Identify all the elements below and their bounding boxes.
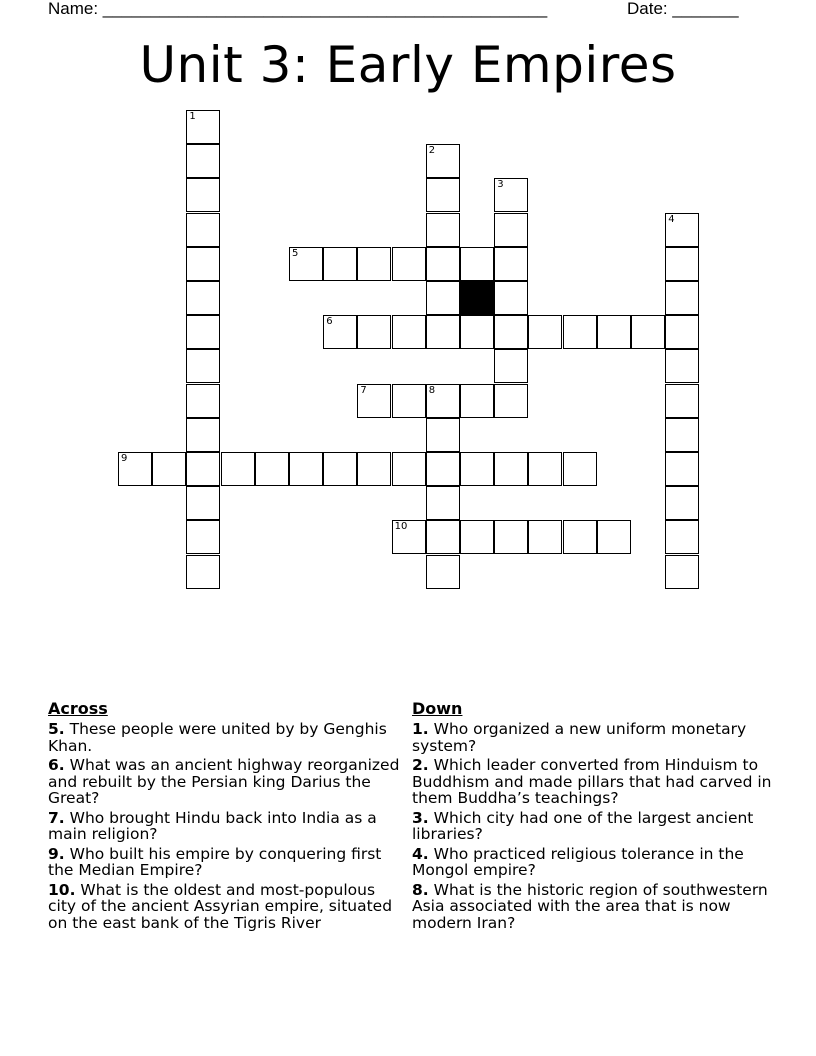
- grid-cell[interactable]: [118, 452, 152, 486]
- grid-cell[interactable]: [357, 247, 391, 281]
- grid-cell[interactable]: [357, 384, 391, 418]
- grid-cell[interactable]: [152, 452, 186, 486]
- clue-number: 4.: [412, 844, 429, 863]
- clue-text: Who brought Hindu back into India as a main religion?: [48, 808, 377, 843]
- grid-cell[interactable]: [494, 349, 528, 383]
- across-clue: [48, 810, 408, 843]
- clue-number: 8: [428, 384, 436, 396]
- clue-text: Which city had one of the largest ancient libraries?: [412, 808, 754, 843]
- grid-cell[interactable]: [426, 281, 460, 315]
- grid-cell[interactable]: [494, 281, 528, 315]
- grid-cell[interactable]: [426, 213, 460, 247]
- grid-cell[interactable]: [494, 452, 528, 486]
- grid-cell[interactable]: [392, 452, 426, 486]
- grid-cell[interactable]: [528, 315, 562, 349]
- across-heading: Across: [48, 699, 108, 718]
- clue-number: 4: [668, 213, 675, 225]
- grid-cell[interactable]: [186, 349, 220, 383]
- clue-number: 5.: [48, 720, 65, 738]
- grid-cell[interactable]: [392, 315, 426, 349]
- grid-cell[interactable]: [323, 247, 357, 281]
- grid-cell[interactable]: [494, 520, 528, 554]
- clue-text: These people were united by by Genghis Khan.: [48, 720, 387, 755]
- clue-text: Who built his empire by conquering first the Median Empire?: [48, 844, 382, 879]
- grid-cell[interactable]: [426, 520, 460, 554]
- grid-cell[interactable]: [460, 315, 494, 349]
- clue-number: 8.: [412, 880, 429, 899]
- grid-cell[interactable]: [186, 486, 220, 520]
- grid-cell[interactable]: [528, 520, 562, 554]
- clue-number: 10: [394, 521, 408, 533]
- clue-number: 9: [121, 453, 128, 464]
- grid-cell[interactable]: [186, 520, 220, 554]
- grid-cell[interactable]: [186, 418, 220, 452]
- grid-cell[interactable]: [323, 452, 357, 486]
- grid-cell[interactable]: [186, 110, 220, 144]
- clue-text: What is the historic region of southwestern Asia associated with the area that is now modern Iran?: [412, 880, 768, 932]
- grid-cell[interactable]: [426, 452, 460, 486]
- grid-cell[interactable]: [494, 213, 528, 247]
- grid-cell[interactable]: [665, 315, 699, 349]
- grid-cell[interactable]: [494, 178, 528, 212]
- grid-cell[interactable]: [186, 315, 220, 349]
- grid-cell[interactable]: [665, 384, 699, 418]
- clue-text: Who organized a new uniform monetary system?: [412, 720, 747, 755]
- grid-cell[interactable]: [289, 247, 323, 281]
- clue-number: 10.: [48, 880, 76, 899]
- clue-number: 2.: [412, 756, 429, 774]
- down-clue: [412, 846, 772, 879]
- grid-cell[interactable]: [426, 144, 460, 178]
- grid-cell[interactable]: [186, 144, 220, 178]
- grid-cell[interactable]: [255, 452, 289, 486]
- grid-cell[interactable]: [665, 520, 699, 554]
- down-clue: [412, 882, 772, 932]
- grid-cell[interactable]: [665, 486, 699, 520]
- grid-cell[interactable]: [665, 349, 699, 383]
- across-clue: [48, 757, 408, 807]
- clue-text: Which leader converted from Hinduism to Buddhism and made pillars that had carved in them Buddha’s teachings?: [412, 756, 772, 807]
- grid-cell[interactable]: [357, 315, 391, 349]
- grid-cell[interactable]: [460, 247, 494, 281]
- grid-cell[interactable]: [426, 555, 460, 589]
- grid-cell[interactable]: [563, 315, 597, 349]
- grid-cell[interactable]: [186, 247, 220, 281]
- grid-cell[interactable]: [460, 384, 494, 418]
- grid-cell[interactable]: [597, 315, 631, 349]
- grid-cell[interactable]: [426, 486, 460, 520]
- down-heading: Down: [412, 699, 463, 718]
- clue-number: 7: [360, 384, 367, 396]
- grid-cell[interactable]: [426, 384, 460, 418]
- grid-block: [460, 281, 494, 315]
- grid-cell[interactable]: [186, 213, 220, 247]
- clue-number: 9.: [48, 844, 65, 863]
- grid-cell[interactable]: [631, 315, 665, 349]
- grid-cell[interactable]: [186, 281, 220, 315]
- down-clue: [412, 810, 772, 843]
- grid-cell[interactable]: [186, 452, 220, 486]
- clue-text: What was an ancient highway reorganized and rebuilt by the Persian king Darius the Great?: [48, 756, 400, 807]
- grid-cell[interactable]: [460, 520, 494, 554]
- page-title: Unit 3: Early Empires: [139, 36, 677, 94]
- across-clues: [48, 700, 408, 934]
- name-field-label[interactable]: Name: _______________________________________________: [48, 0, 548, 18]
- clue-number: 3: [497, 179, 504, 191]
- grid-cell[interactable]: [426, 247, 460, 281]
- grid-cell[interactable]: [426, 418, 460, 452]
- grid-cell[interactable]: [426, 315, 460, 349]
- across-clue: [48, 882, 408, 932]
- grid-cell[interactable]: [186, 178, 220, 212]
- clue-number: 1.: [412, 720, 429, 738]
- clue-number: 2: [428, 145, 436, 157]
- down-clue: [412, 721, 772, 754]
- clue-number: 6.: [48, 756, 65, 774]
- grid-cell[interactable]: [221, 452, 255, 486]
- date-field-label[interactable]: Date: _______: [627, 0, 739, 18]
- clue-number: 5: [292, 247, 299, 259]
- across-clue: [48, 721, 408, 754]
- clue-text: What is the oldest and most-populous city of the ancient Assyrian empire, situated on the east bank of the Tigris River: [48, 880, 393, 932]
- grid-cell[interactable]: [665, 418, 699, 452]
- grid-cell[interactable]: [186, 555, 220, 589]
- grid-cell[interactable]: [392, 384, 426, 418]
- grid-cell[interactable]: [665, 452, 699, 486]
- grid-cell[interactable]: [289, 452, 323, 486]
- grid-cell[interactable]: [460, 452, 494, 486]
- grid-cell[interactable]: [665, 281, 699, 315]
- grid-cell[interactable]: [323, 315, 357, 349]
- clue-number: 1: [189, 111, 196, 122]
- clue-number: 7.: [48, 808, 65, 827]
- grid-cell[interactable]: [392, 520, 426, 554]
- grid-cell[interactable]: [426, 178, 460, 212]
- grid-cell[interactable]: [186, 384, 220, 418]
- clue-text: Who practiced religious tolerance in the Mongol empire?: [412, 844, 744, 879]
- grid-cell[interactable]: [357, 452, 391, 486]
- grid-cell[interactable]: [528, 452, 562, 486]
- grid-cell[interactable]: [597, 520, 631, 554]
- grid-cell[interactable]: [563, 520, 597, 554]
- clue-number: 6: [326, 316, 333, 328]
- grid-cell[interactable]: [494, 247, 528, 281]
- grid-cell[interactable]: [494, 315, 528, 349]
- down-clues: [412, 700, 772, 934]
- across-clue: [48, 846, 408, 879]
- grid-cell[interactable]: [665, 213, 699, 247]
- grid-cell[interactable]: [494, 384, 528, 418]
- grid-cell[interactable]: [392, 247, 426, 281]
- down-clue: [412, 757, 772, 807]
- grid-cell[interactable]: [665, 555, 699, 589]
- grid-cell[interactable]: [563, 452, 597, 486]
- clue-number: 3.: [412, 808, 429, 827]
- grid-cell[interactable]: [665, 247, 699, 281]
